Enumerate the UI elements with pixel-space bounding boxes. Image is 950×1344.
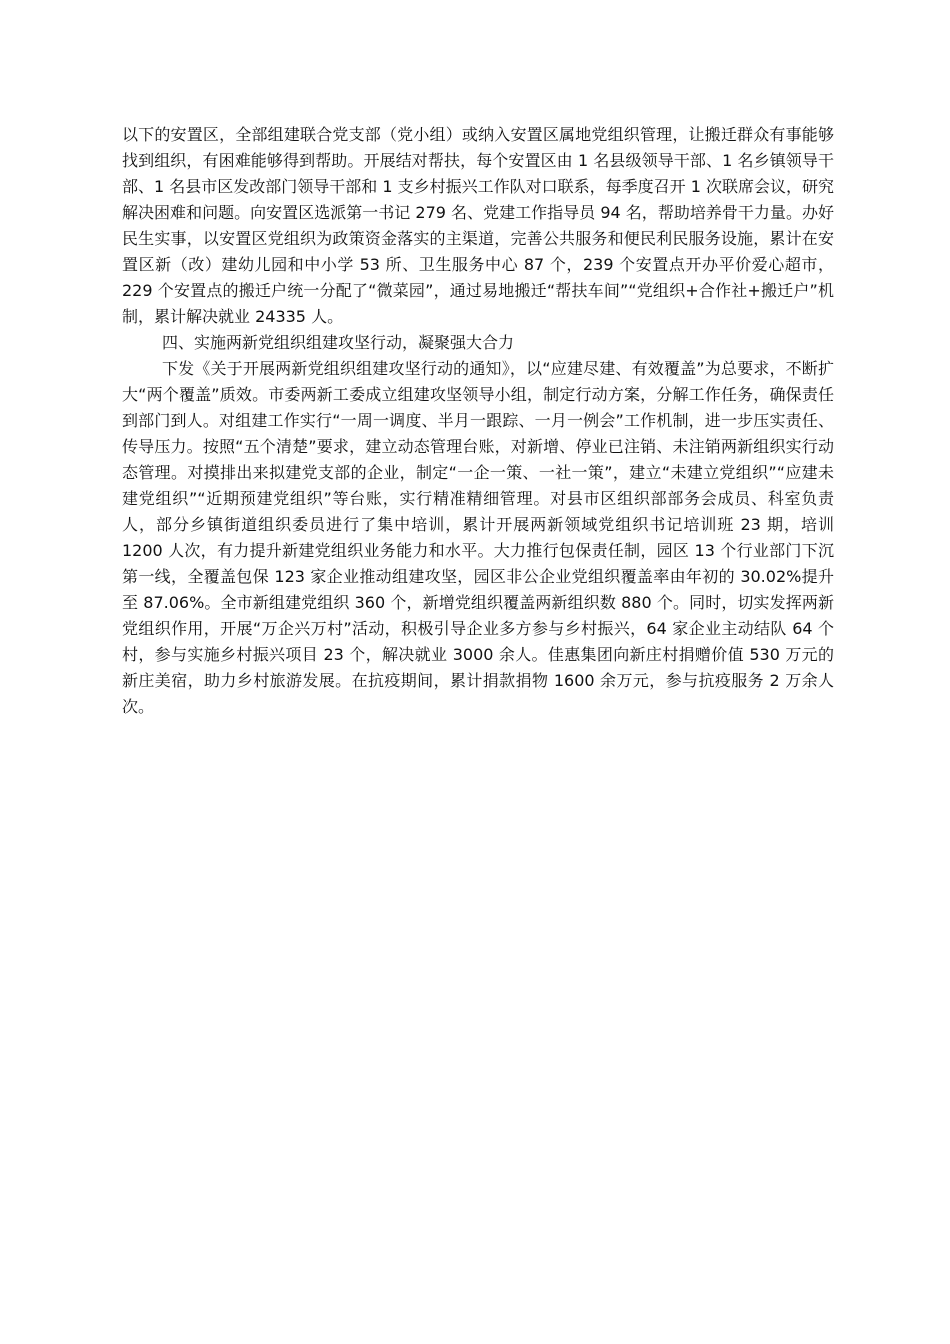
paragraph-relocation-party-building: 以下的安置区，全部组建联合党支部（党小组）或纳入安置区属地党组织管理，让搬迁群众有事能够找到组织，有困难能够得到帮助。开展结对帮扶，每个安置区由 1 名县级领导干部、1 名乡镇领导干部、1 名县市区发改部门领导干部和 1 支乡村振兴工作队对口联系，每季度召开 1 次联席会议，研究解决困难和问题。向安置区选派第一书记 279 名、党建工作指导员 94 名，帮助培养骨干力量。办好民生实事，以安置区党组织为政策资金落实的主渠道，完善公共服务和便民利民服务设施，累计在安置区新（改）建幼儿园和中小学 53 所、卫生服务中心 87 个，239 个安置点开办平价爱心超市，229 个安置点的搬迁户统一分配了“微菜园”，通过易地搬迁“帮扶车间”“党组织+合作社+搬迁户”机制，累计解决就业 24335 人。 [122, 125, 834, 326]
section-heading-four: 四、实施两新党组织组建攻坚行动，凝聚强大合力 [162, 333, 515, 352]
document-body [122, 122, 834, 720]
paragraph-two-new-organizations: 下发《关于开展两新党组织组建攻坚行动的通知》，以“应建尽建、有效覆盖”为总要求，不断扩大“两个覆盖”质效。市委两新工委成立组建攻坚领导小组，制定行动方案，分解工作任务，确保责任到部门到人。对组建工作实行“一周一调度、半月一跟踪、一月一例会”工作机制，进一步压实责任、传导压力。按照“五个清楚”要求，建立动态管理台账，对新增、停业已注销、未注销两新组织实行动态管理。对摸排出来拟建党支部的企业，制定“一企一策、一社一策”，建立“未建立党组织”“应建未建党组织”“近期预建党组织”等台账，实行精准精细管理。对县市区组织部部务会成员、科室负责人，部分乡镇街道组织委员进行了集中培训，累计开展两新领域党组织书记培训班 23 期，培训 1200 人次，有力提升新建党组织业务能力和水平。大力推行包保责任制，园区 13 个行业部门下沉第一线，全覆盖包保 123 家企业推动组建攻坚，园区非公企业党组织覆盖率由年初的 30.02%提升至 87.06%。全市新组建党组织 360 个，新增党组织覆盖两新组织数 880 个。同时，切实发挥两新党组织作用，开展“万企兴万村”活动，积极引导企业多方参与乡村振兴，64 家企业主动结队 64 个村，参与实施乡村振兴项目 23 个，解决就业 3000 余人。佳惠集团向新庄村捐赠价值 530 万元的新庄美宿，助力乡村旅游发展。在抗疫期间，累计捐款捐物 1600 余万元，参与抗疫服务 2 万余人次。 [122, 359, 834, 716]
